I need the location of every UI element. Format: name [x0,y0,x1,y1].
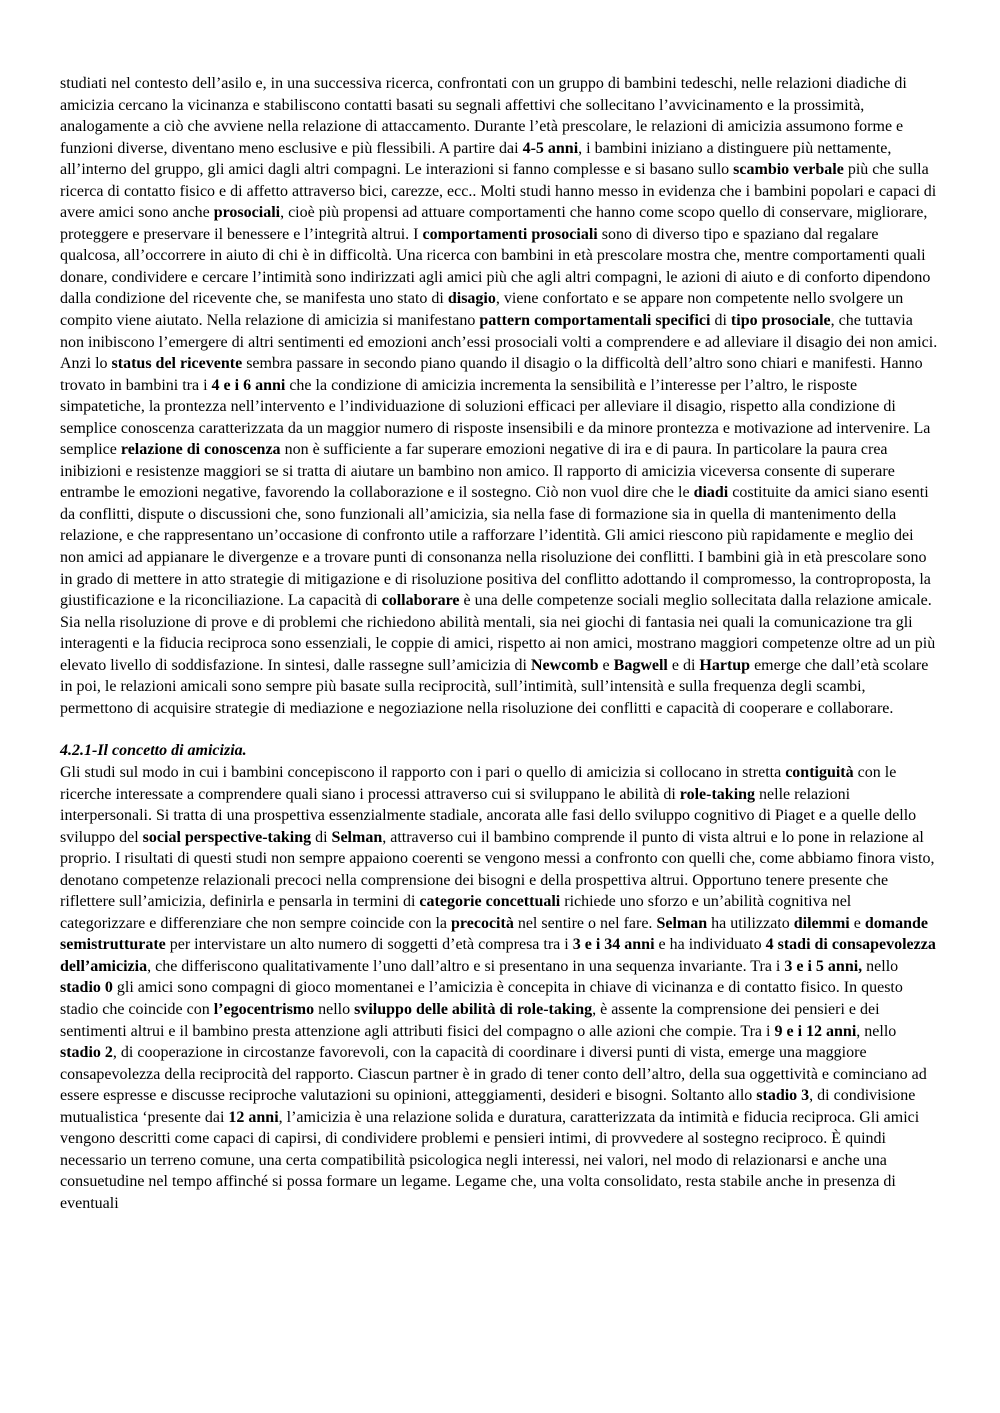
paragraph-spacer [60,719,940,740]
section-heading: 4.2.1-Il concetto di amicizia. [60,742,247,760]
body-paragraph-1: studiati nel contesto dell’asilo e, in una successiva ricerca, confrontati con un gruppo di bambini tedeschi, nelle relazioni diadiche di amicizia cercano la vicinanza e stabiliscono contatti basati su segnali affettivi che sollecitano l’avvicinamento e la prossimità, analogamente a ciò che avviene nella relazione di attaccamento. Durante l’età prescolare, le relazioni di amicizia assumono forme e funzioni diverse, diventano meno esclusive e più flessibili. A partire dai 4-5 anni, i bambini iniziano a distinguere più nettamente, all’interno del gruppo, gli amici dagli altri compagni. Le interazioni si fanno complesse e si basano sullo scambio verbale più che sulla ricerca di contatto fisico e di affetto attraverso bici, carezze, ecc.. Molti studi hanno messo in evidenza che i bambini popolari e capaci di avere amici sono anche prosociali, cioè più propensi ad attuare comportamenti che hanno come scopo quello di conservare, migliorare, proteggere e preservare il benessere e l’integrità altrui. I comportamenti prosociali sono di diverso tipo e spaziano dal regalare qualcosa, all’occorrere in aiuto di chi è in difficoltà. Una ricerca con bambini in età prescolare mostra che, mentre comportamenti quali donare, condividere e cercare l’intimità sono indirizzati agli amici più che agli altri compagni, le azioni di aiuto e di conforto dipendono dalla condizione del ricevente che, se manifesta uno stato di disagio, viene confortato e se appare non competente nello svolgere un compito viene aiutato. Nella relazione di amicizia si manifestano pattern comportamentali specifici di tipo prosociale, che tuttavia non inibiscono l’emergere di altri sentimenti ed emozioni anch’essi prosociali volti a comprendere e ad alleviare il disagio dei non amici. Anzi lo status del ricevente sembra passare in secondo piano quando il disagio o la difficoltà dell’altro sono chiari e manifesti. Hanno trovato in bambini tra i 4 e i 6 anni che la condizione di amicizia incrementa la sensibilità e l’interesse per l’altro, le risposte simpatetiche, la prontezza nell’intervento e l’individuazione di soluzioni efficaci per alleviare il disagio, rispetto alla condizione di semplice conoscenza caratterizzata da un maggior numero di risposte insensibili e da minore prontezza e motivazione ad intervenire. La semplice relazione di conoscenza non è sufficiente a far superare emozioni negative di ira e di paura. In particolare la paura crea inibizioni e resistenze maggiori se si tratta di aiutare un bambino non amico. Il rapporto di amicizia viceversa consente di superare entrambe le emozioni negative, favorendo la collaborazione e il sostegno. Ciò non vuol dire che le diadi costituite da amici siano esenti da conflitti, dispute o discussioni che, sono funzionali all’amicizia, sia nella fase di formazione sia in quella di mantenimento della relazione, e che rappresentano un’occasione di confronto utile a rafforzare l’identità. Gli amici riescono più rapidamente e meglio dei non amici ad appianare le divergenze e a trovare punti di consonanza nella risoluzione dei conflitti. I bambini già in età prescolare sono in grado di mettere in atto strategie di mitigazione e di risoluzione positiva del conflitto adottando il compromesso, la controproposta, la giustificazione e la riconciliazione. La capacità di collaborare è una delle competenze sociali meglio sollecitata dalla relazione amicale. Sia nella risoluzione di prove e di problemi che richiedono abilità mentali, sia nei giochi di fantasia nei quali la comunicazione tra gli interagenti e la fiducia reciproca sono essenziali, le coppie di amici, rispetto ai non amici, mostrano maggiori competenze oltre ad un più elevato livello di soddisfazione. In sintesi, dalle rassegne sull’amicizia di Newcomb e Bagwell e di Hartup emerge che dall’età scolare in poi, le relazioni amicali sono sempre più basate sulla reciprocità, sull’intimità, sull’intensità e sulla frequenza degli scambi, permettono di acquisire strategie di mediazione e negoziazione nella risoluzione dei conflitti e capacità di cooperare e collaborare. [60,75,938,717]
body-paragraph-2: Gli studi sul modo in cui i bambini concepiscono il rapporto con i pari o quello di amicizia si collocano in stretta contiguità con le ricerche interessate a comprendere quali siano i processi attraverso cui si sviluppano le abilità di role-taking nelle relazioni interpersonali. Si tratta di una prospettiva essenzialmente stadiale, ancorata alle fasi dello sviluppo cognitivo di Piaget e a quelle dello sviluppo del social perspective-taking di Selman, attraverso cui il bambino comprende il punto di vista altrui e lo pone in relazione al proprio. I risultati di questi studi non sempre appaiono coerenti se vengono messi a confronto con quelli che, come abbiamo finora visto, denotano competenze relazionali precoci nella comprensione dei bisogni e della prospettiva altrui. Opportuno tenere presente che riflettere sull’amicizia, definirla e pensarla in termini di categorie concettuali richiede uno sforzo e un’abilità cognitiva nel categorizzare e differenziare che non sempre coincide con la precocità nel sentire o nel fare. Selman ha utilizzato dilemmi e domande semistrutturate per intervistare un alto numero di soggetti d’età compresa tra i 3 e i 34 anni e ha individuato 4 stadi di consapevolezza dell’amicizia, che differiscono qualitativamente l’uno dall’altro e si presentano in una sequenza invariante. Tra i 3 e i 5 anni, nello stadio 0 gli amici sono compagni di gioco momentanei e l’amicizia è concepita in chiave di vicinanza e di contatto fisico. In questo stadio che coincide con l’egocentrismo nello sviluppo delle abilità di role-taking, è assente la comprensione dei pensieri e dei sentimenti altrui e il bambino presta attenzione agli attributi fisici del compagno o alle azioni che compie. Tra i 9 e i 12 anni, nello stadio 2, di cooperazione in circostanze favorevoli, con la capacità di coordinare i diversi punti di vista, emerge una maggiore consapevolezza della reciprocità del rapporto. Ciascun partner è in grado di tener conto dell’altro, della sua oggettività e cominciano ad essere espresse e discusse reciproche valutazioni su opinioni, atteggiamenti, desideri e bisogni. Soltanto allo stadio 3, di condivisione mutualistica ‘presente dai 12 anni, l’amicizia è una relazione solida e duratura, caratterizzata da intimità e fiducia reciproca. Gli amici vengono descritti come capaci di capirsi, di condividere problemi e pensieri intimi, di provvedere al sostegno reciproco. È quindi necessario un terreno comune, una certa compatibilità psicologica negli interessi, nei valori, nel modo di relazionarsi e anche una consuetudine nel tempo affinché si possa formare un legame. Legame che, una volta consolidato, resta stabile anche in presenza di eventuali [60,763,936,1212]
